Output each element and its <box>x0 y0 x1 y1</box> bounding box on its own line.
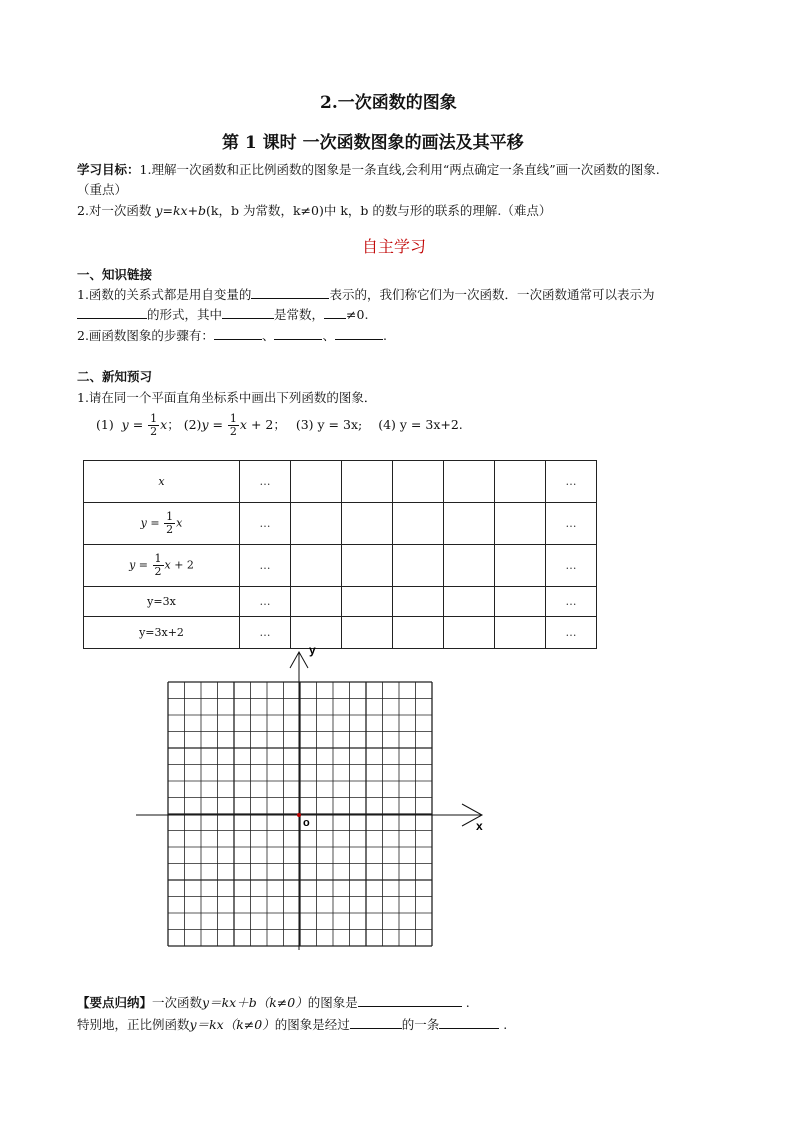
row-label: y=3x <box>84 587 240 617</box>
q2-sep: 、 <box>322 328 335 343</box>
table-cell[interactable] <box>291 545 342 587</box>
part1-q1-line2 <box>77 305 368 325</box>
f2-label: (2) <box>183 417 202 432</box>
f3-text: (3) y = 3x; <box>295 417 363 432</box>
fill-blank[interactable] <box>350 1015 402 1029</box>
q2-sep: 、 <box>261 328 275 343</box>
table-cell: … <box>240 617 291 649</box>
summary-equation: y＝kx＋b（k≠0） <box>202 995 308 1010</box>
summary-label: 【要点归纳】 <box>77 995 153 1010</box>
q2-text: 2.画函数图象的步骤有： <box>77 328 214 343</box>
f1-eq-y: y <box>117 417 129 432</box>
table-cell[interactable] <box>393 503 444 545</box>
table-cell[interactable] <box>393 545 444 587</box>
table-row <box>84 545 597 587</box>
fraction-half: $\frac{1}{2}$ <box>229 412 237 438</box>
table-cell[interactable] <box>444 587 495 617</box>
axes <box>136 652 482 950</box>
q1-text-a: 1.函数的关系式都是用自变量的 <box>77 287 252 302</box>
table-cell: … <box>546 503 597 545</box>
summary-text: 特别地，正比例函数 <box>77 1017 190 1032</box>
f1-label: (1) <box>96 417 114 432</box>
origin-label: o <box>303 817 310 829</box>
table-cell[interactable] <box>495 587 546 617</box>
table-row <box>84 461 597 503</box>
table-row <box>84 503 597 545</box>
table-cell: … <box>546 545 597 587</box>
part1-heading: 一、知识链接 <box>77 267 153 282</box>
table-cell[interactable] <box>444 461 495 503</box>
part1-q1-line1 <box>77 285 654 305</box>
table-cell[interactable] <box>291 461 342 503</box>
summary-line-2 <box>77 1015 507 1035</box>
fill-blank[interactable] <box>439 1015 499 1029</box>
row-label: y = $\frac{1}{2}$ x <box>84 503 240 545</box>
summary-text: 的一条 <box>401 1017 440 1032</box>
table-cell: … <box>546 587 597 617</box>
fraction-half: $\frac{1}{2}$ <box>150 412 158 438</box>
table-row <box>84 587 597 617</box>
table-cell[interactable] <box>342 461 393 503</box>
f4-text: (4) y = 3x+2. <box>378 417 463 432</box>
fill-blank[interactable] <box>274 326 322 340</box>
lesson-subtitle: 第 1 课时 一次函数图象的画法及其平移 <box>222 133 524 153</box>
q1-text-b: 表示的，我们称它们为一次函数．一次函数通常可以表示为 <box>329 287 655 302</box>
table-cell[interactable] <box>495 461 546 503</box>
function-list: (1) y = $\frac{1}{2}$ x； (2)y = $\frac{1}{2}$ x + 2； (3) y = 3x; (4) y = 3x+2. <box>96 412 463 438</box>
x-axis-label: x <box>476 819 483 833</box>
fill-blank[interactable] <box>214 326 262 340</box>
goals-text-3a: 2.对一次函数 <box>77 203 156 218</box>
goals-equation: y=kx+b <box>155 203 207 218</box>
summary-line-1 <box>77 993 470 1013</box>
q2-end: . <box>382 328 387 343</box>
goals-line-3 <box>77 201 551 221</box>
table-cell[interactable] <box>342 545 393 587</box>
q1-text-c: 的形式，其中 <box>147 307 223 322</box>
q1-text-d: 是常数， <box>274 307 325 322</box>
table-cell[interactable] <box>495 545 546 587</box>
goals-line-1 <box>77 160 660 180</box>
goals-line-2: （重点） <box>77 182 128 197</box>
table-cell[interactable] <box>444 503 495 545</box>
table-cell: … <box>240 503 291 545</box>
section-title: 自主学习 <box>362 237 427 256</box>
row-label: y = $\frac{1}{2}$ x + 2 <box>84 545 240 587</box>
coordinate-grid[interactable] <box>0 640 794 980</box>
part1-q2 <box>77 326 387 346</box>
table-cell[interactable] <box>342 587 393 617</box>
fill-blank[interactable] <box>77 305 147 319</box>
origin-point <box>297 813 301 817</box>
goals-label: 学习目标： <box>77 162 140 177</box>
table-cell[interactable] <box>495 503 546 545</box>
table-cell[interactable] <box>342 503 393 545</box>
table-cell[interactable] <box>393 461 444 503</box>
table-cell[interactable] <box>291 587 342 617</box>
fill-blank[interactable] <box>222 305 274 319</box>
goals-text-3b: (k，b 为常数，k≠0)中 k，b 的数与形的联系的理解.（难点） <box>206 203 552 218</box>
value-table <box>83 460 597 649</box>
table-cell: … <box>546 617 597 649</box>
table-cell[interactable] <box>291 503 342 545</box>
table-cell[interactable] <box>444 545 495 587</box>
summary-text: 的图象是经过 <box>274 1017 350 1032</box>
table-cell: … <box>240 587 291 617</box>
fill-blank[interactable] <box>324 305 346 319</box>
summary-equation: y＝kx（k≠0） <box>189 1017 275 1032</box>
table-cell: … <box>240 545 291 587</box>
summary-text: 一次函数 <box>152 995 203 1010</box>
part2-q1: 1.请在同一个平面直角坐标系中画出下列函数的图象． <box>77 390 377 405</box>
q1-text-e: ≠0. <box>346 307 369 322</box>
summary-text: . <box>503 1017 508 1032</box>
page-title: 2.一次函数的图象 <box>320 93 457 113</box>
goals-text-1: 1.理解一次函数和正比例函数的图象是一条直线,会利用“两点确定一条直线”画一次函数的图象. <box>139 162 660 177</box>
table-cell: … <box>240 461 291 503</box>
y-axis-label: y <box>309 643 316 657</box>
row-label: x <box>84 461 240 503</box>
table-cell[interactable] <box>393 587 444 617</box>
fill-blank[interactable] <box>335 326 383 340</box>
row-label: y=3x+2 <box>84 617 240 649</box>
fill-blank[interactable] <box>251 285 329 299</box>
part2-heading: 二、新知预习 <box>77 369 153 384</box>
fill-blank[interactable] <box>358 993 462 1007</box>
summary-text: . <box>465 995 470 1010</box>
summary-text: 的图象是 <box>307 995 358 1010</box>
table-cell: … <box>546 461 597 503</box>
